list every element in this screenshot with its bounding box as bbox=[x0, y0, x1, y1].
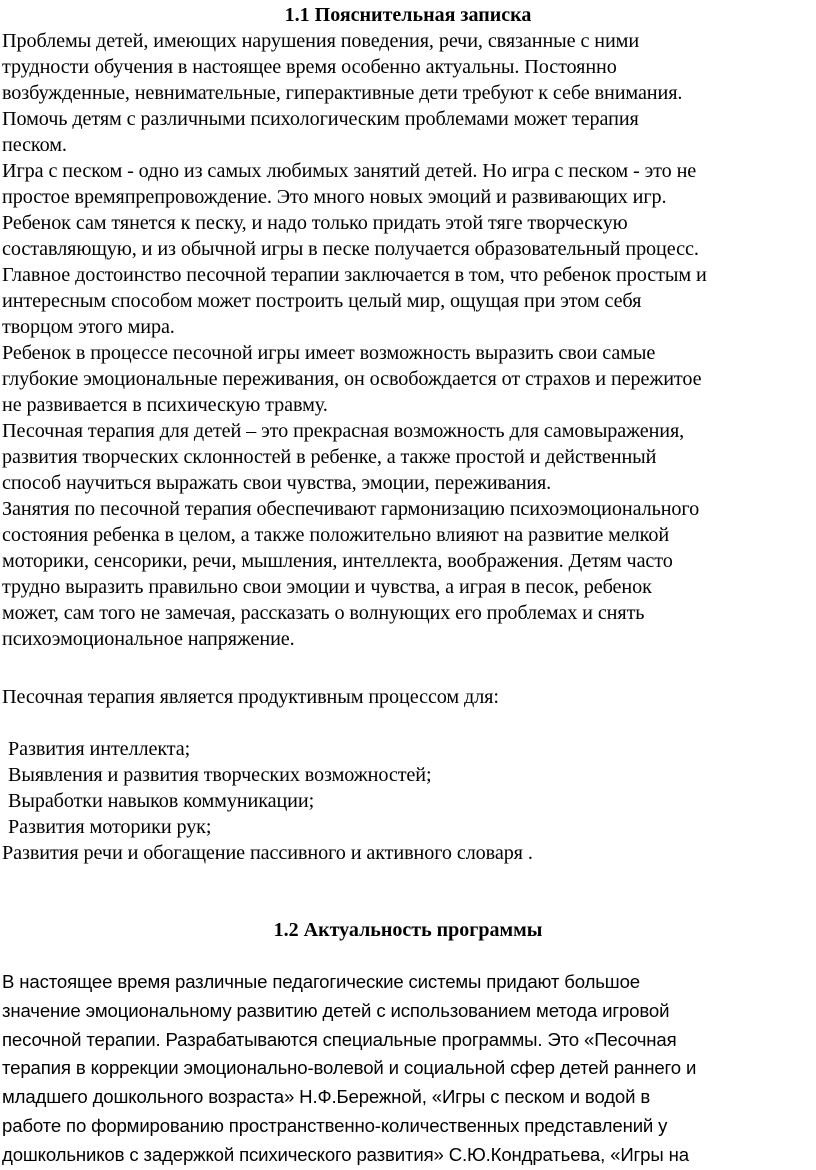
text-line: песком. bbox=[2, 134, 67, 156]
text-line: Песочная терапия для детей – это прекрасная возможность для самовыражения, bbox=[2, 420, 685, 442]
text-line: Помочь детям с различными психологическим проблемами может терапия bbox=[2, 108, 639, 130]
list-item: Выработки навыков коммуникации; bbox=[8, 790, 315, 812]
list-item: Развития интеллекта; bbox=[8, 738, 191, 760]
section-1-title: 1.1 Пояснительная записка bbox=[284, 4, 532, 26]
section-2-title: 1.2 Актуальность программы bbox=[273, 919, 543, 941]
text-line: возбужденные, невнимательные, гиперактивные дети требуют к себе внимания. bbox=[2, 82, 683, 104]
text-line: В настоящее время различные педагогические системы придают большое bbox=[2, 971, 640, 992]
text-line: развития творческих склонностей в ребенке, а также простой и действенный bbox=[2, 446, 657, 468]
text-line: интересным способом может построить целый мир, ощущая при этом себя bbox=[2, 290, 642, 312]
text-line: творцом этого мира. bbox=[2, 316, 175, 338]
list-item: Развития речи и обогащение пассивного и активного словаря . bbox=[2, 842, 533, 864]
text-line: составляющую, и из обычной игры в песке получается образовательный процесс. bbox=[2, 238, 699, 260]
text-line: работе по формированию пространственно-количественных представлений у bbox=[2, 1114, 668, 1136]
text-line: значение эмоциональному развитию детей с использованием метода игровой bbox=[2, 999, 670, 1021]
text-line: Занятия по песочной терапия обеспечивают гармонизацию психоэмоционального bbox=[2, 498, 700, 520]
list-intro: Песочная терапия является продуктивным процессом для: bbox=[2, 686, 499, 708]
text-line: трудности обучения в настоящее время особенно актуальны. Постоянно bbox=[2, 56, 617, 78]
section-1-body bbox=[2, 28, 814, 652]
text-line: песочной терапии. Разрабатываются специальные программы. Это «Песочная bbox=[2, 1028, 677, 1050]
list-item: Выявления и развития творческих возможностей; bbox=[8, 764, 432, 786]
text-line: дошкольников с задержкой психического развития» С.Ю.Кондратьева, «Игры на bbox=[2, 1143, 689, 1165]
text-line: состояния ребенка в целом, а также положительно влияют на развитие мелкой bbox=[2, 524, 670, 546]
text-line: способ научиться выражать свои чувства, эмоции, переживания. bbox=[2, 472, 552, 494]
text-line: Ребенок сам тянется к песку, и надо только придать этой тяге творческую bbox=[2, 212, 628, 234]
text-line: трудно выразить правильно свои эмоции и чувства, а играя в песок, ребенок bbox=[2, 576, 652, 598]
text-line: Проблемы детей, имеющих нарушения поведения, речи, связанные с ними bbox=[2, 30, 640, 52]
text-line: терапия в коррекции эмоционально-волевой и социальной сфер детей раннего и bbox=[2, 1057, 697, 1079]
list-item: Развития моторики рук; bbox=[8, 816, 212, 838]
text-line: простое времяпрепровождение. Это много новых эмоций и развивающих игр. bbox=[2, 186, 667, 208]
text-line: младшего дошкольного возраста» Н.Ф.Бережной, «Игры с песком и водой в bbox=[2, 1086, 651, 1108]
text-line: не развивается в психическую травму. bbox=[2, 394, 328, 416]
text-line: может, сам того не замечая, рассказать о волнующих его проблемах и снять bbox=[2, 602, 645, 624]
text-line: Игра с песком - одно из самых любимых занятий детей. Но игра с песком - это не bbox=[2, 160, 697, 182]
section-2-body bbox=[2, 968, 814, 1170]
text-line: моторики, сенсорики, речи, мышления, интеллекта, воображения. Детям часто bbox=[2, 550, 673, 572]
text-line: Ребенок в процессе песочной игры имеет возможность выразить свои самые bbox=[2, 342, 656, 364]
text-line: Главное достоинство песочной терапии заключается в том, что ребенок простым и bbox=[2, 264, 707, 286]
benefits-list bbox=[2, 736, 814, 866]
text-line: психоэмоциональное напряжение. bbox=[2, 628, 295, 650]
text-line: глубокие эмоциональные переживания, он освобождается от страхов и пережитое bbox=[2, 368, 702, 390]
